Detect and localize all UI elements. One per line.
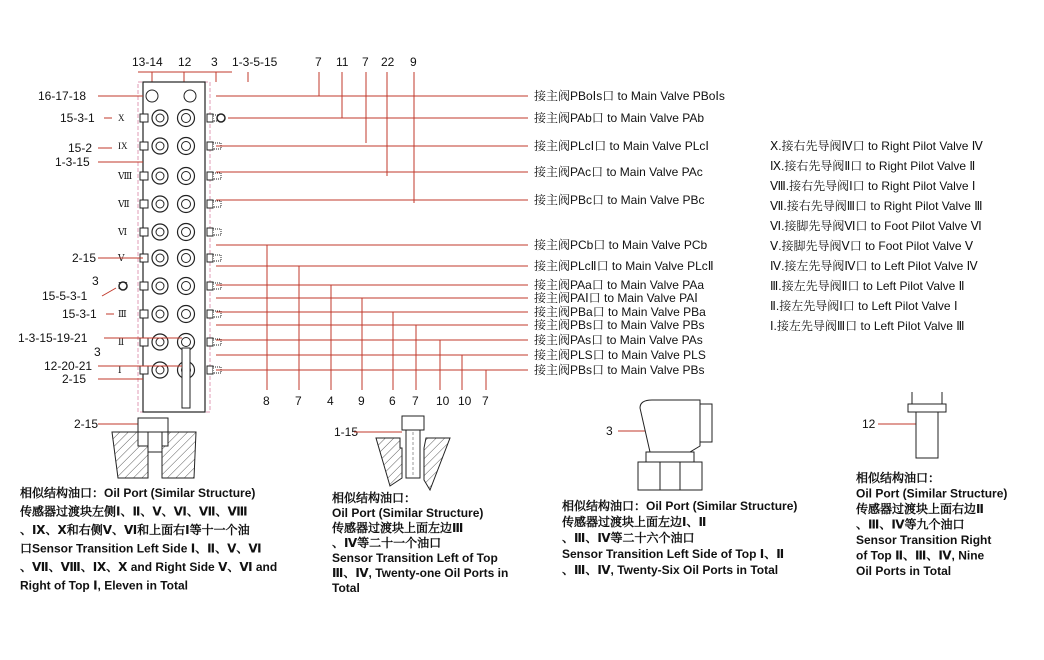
port-bore-icon <box>156 172 164 180</box>
detail-note-line: of Top Ⅱ、Ⅲ、Ⅳ, Nine <box>856 548 985 563</box>
pilot-valve-label: Ⅹ.接右先导阀Ⅳ口 to Right Pilot Valve Ⅳ <box>770 139 983 153</box>
detail-3 <box>606 400 712 490</box>
main-valve-label: 接主阀PBs口 to Main Valve PBs <box>534 363 705 377</box>
thread-icon <box>213 255 221 261</box>
port-bore-icon <box>182 254 191 263</box>
port-bore-icon <box>182 282 191 291</box>
callout-2-15b: 2-15 <box>62 372 87 386</box>
row-roman-label: Ⅲ <box>118 309 127 319</box>
left-fitting-icon <box>140 282 148 290</box>
callout-11: 11 <box>336 55 349 69</box>
left-fitting-icon <box>140 114 148 122</box>
detail-callout: 2-15 <box>74 417 99 431</box>
main-valve-label: 接主阀PAc口 to Main Valve PAc <box>534 165 703 179</box>
left-fitting-icon <box>140 142 148 150</box>
port-bore-icon <box>156 254 164 262</box>
detail-note-line: 、Ⅲ、Ⅳ, Twenty-Six Oil Ports in Total <box>562 563 779 577</box>
detail-1-15 <box>334 416 450 490</box>
main-valve-label: 接主阀PAb口 to Main Valve PAb <box>534 111 705 125</box>
callout-1-3-15: 1-3-15 <box>55 155 90 169</box>
bottom-callout-number: 10 <box>458 394 472 408</box>
callout-1-3-15-19-21: 1-3-15-19-21 <box>18 331 88 345</box>
detail-note <box>331 490 508 595</box>
port-bore-icon <box>156 366 164 374</box>
top-callouts <box>132 55 417 69</box>
pilot-valve-label: Ⅴ.接脚先导阀Ⅴ口 to Foot Pilot Valve Ⅴ <box>770 239 974 253</box>
callout-7: 7 <box>315 55 322 69</box>
port-bore-icon <box>156 228 164 236</box>
detail-note <box>561 498 797 577</box>
callout-15-3-1: 15-3-1 <box>60 111 95 125</box>
port-bore-icon <box>182 310 191 319</box>
right-fitting-icon <box>207 254 213 262</box>
thread-icon <box>213 229 221 235</box>
elbow-icon <box>217 114 225 122</box>
elbow-fitting-icon <box>640 400 700 452</box>
pilot-valve-label: Ⅸ.接右先导阀Ⅱ口 to Right Pilot Valve Ⅱ <box>770 159 976 173</box>
detail-note <box>19 485 277 593</box>
main-leaders <box>216 96 528 390</box>
right-fitting-icon <box>207 366 213 374</box>
callout-15-3-1b: 15-3-1 <box>62 307 97 321</box>
sensor-transition-block <box>138 82 210 412</box>
pilot-valve-label: Ⅷ.接右先导阀Ⅰ口 to Right Pilot Valve Ⅰ <box>770 179 976 193</box>
row-roman-label: Ⅰ <box>118 365 122 375</box>
row-roman-label: Ⅵ <box>118 227 128 237</box>
port-bore-icon <box>182 200 191 209</box>
callout-3: 3 <box>92 274 99 288</box>
port-bore-icon <box>182 172 191 181</box>
pilot-valve-label: Ⅲ.接左先导阀Ⅱ口 to Left Pilot Valve Ⅱ <box>770 279 965 293</box>
sensor-probe-icon <box>182 348 190 408</box>
detail-2-15 <box>74 417 196 478</box>
detail-callout: 3 <box>606 424 613 438</box>
row-roman-label: Ⅴ <box>118 253 125 263</box>
detail-note-line: 相似结构油口：Oil Port (Similar Structure) <box>562 499 798 513</box>
right-fitting-icon <box>207 114 213 122</box>
bottom-callout-number: 9 <box>358 394 365 408</box>
bottom-callout-number: 8 <box>263 394 270 408</box>
port-bore-icon <box>182 228 191 237</box>
callout-3: 3 <box>211 55 218 69</box>
pilot-valve-label: Ⅵ.接脚先导阀Ⅵ口 to Foot Pilot Valve Ⅵ <box>770 219 982 233</box>
main-valve-label: 接主阀PAa口 to Main Valve PAa <box>534 278 705 292</box>
port-bore-icon <box>182 142 191 151</box>
detail-note-line: Total <box>332 581 360 595</box>
callout-7b: 7 <box>362 55 369 69</box>
detail-note-line: 相似结构油口： <box>856 471 941 485</box>
bottom-callout-number: 7 <box>412 394 419 408</box>
pilot-valve-label: Ⅳ.接左先导阀Ⅳ口 to Left Pilot Valve Ⅳ <box>770 259 978 273</box>
right-fitting-icon <box>207 172 213 180</box>
port-bore-icon <box>156 114 164 122</box>
detail-note-line: 、Ⅶ、Ⅷ、Ⅸ、Ⅹ and Right Side Ⅴ、Ⅵ and <box>20 560 278 574</box>
bottom-callout-number: 4 <box>327 394 334 408</box>
detail-note-line: Sensor Transition Right <box>856 533 992 547</box>
main-valve-label: 接主阀PAs口 to Main Valve PAs <box>534 333 703 347</box>
elbow-icon <box>119 282 127 290</box>
callout-16-17-18: 16-17-18 <box>38 89 87 103</box>
callout-12-20-21: 12-20-21 <box>44 359 93 373</box>
bottom-callouts <box>263 394 489 408</box>
main-valve-label: 接主阀PBc口 to Main Valve PBc <box>534 193 705 207</box>
bottom-callout-number: 6 <box>389 394 396 408</box>
main-valve-labels <box>534 88 725 377</box>
right-fitting-icon <box>207 338 213 346</box>
port-bore-icon <box>156 200 164 208</box>
main-valve-label: 接主阀PLcⅡ口 to Main Valve PLcⅡ <box>534 259 714 273</box>
detail-note-line: 、Ⅲ、Ⅳ等二十六个油口 <box>562 531 695 545</box>
callout-22: 22 <box>381 55 395 69</box>
row-roman-label: Ⅷ <box>118 171 133 181</box>
detail-notes <box>19 470 1007 595</box>
bottom-callout-number: 10 <box>436 394 450 408</box>
row-roman-label: Ⅶ <box>118 199 130 209</box>
left-fitting-icon <box>140 366 148 374</box>
fitting-icon <box>402 416 424 430</box>
port-bore-icon <box>182 114 191 123</box>
detail-note-line: Sensor Transition Left Side of Top Ⅰ、Ⅱ <box>562 547 785 561</box>
left-callouts <box>18 89 101 386</box>
main-valve-label: 接主阀PLcⅠ口 to Main Valve PLcⅠ <box>534 139 709 153</box>
left-fitting-icon <box>140 200 148 208</box>
callout-13-14: 13-14 <box>132 55 163 69</box>
port-bore-icon <box>156 142 164 150</box>
main-valve-label: 接主阀PBa口 to Main Valve PBa <box>534 305 706 319</box>
pilot-valve-label: Ⅰ.接左先导阀Ⅲ口 to Left Pilot Valve Ⅲ <box>770 319 965 333</box>
detail-note-line: 传感器过渡块上面左边Ⅲ <box>332 521 464 535</box>
detail-note-line: Right of Top Ⅰ, Eleven in Total <box>20 578 189 593</box>
callout-12: 12 <box>178 55 192 69</box>
main-valve-label: 接主阀PLS口 to Main Valve PLS <box>534 348 706 362</box>
detail-12 <box>862 392 946 458</box>
thread-icon <box>213 173 221 179</box>
right-fitting-icon <box>207 282 213 290</box>
callout-15-5-3-1: 15-5-3-1 <box>42 289 88 303</box>
port-bore-icon <box>156 282 164 290</box>
detail-note-line: 相似结构油口：Oil Port (Similar Structure) <box>20 486 256 500</box>
detail-callout: 1-15 <box>334 425 359 439</box>
detail-note-line: Oil Port (Similar Structure) <box>332 506 484 520</box>
detail-note-line: 传感器过渡块左侧Ⅰ、Ⅱ、Ⅴ、Ⅵ、Ⅶ、Ⅷ <box>20 504 248 519</box>
detail-note-line: 、Ⅲ、Ⅳ等九个油口 <box>856 517 965 532</box>
row-roman-label: IX <box>118 141 128 151</box>
detail-note-line: 传感器过渡块上面左边Ⅰ、Ⅱ <box>562 515 707 529</box>
right-fitting-icon <box>207 310 213 318</box>
callout-1-3-5-15: 1-3-5-15 <box>232 55 278 69</box>
main-valve-label: 接主阀PAⅠ口 to Main Valve PAⅠ <box>534 291 698 305</box>
row-roman-label: X <box>118 113 125 123</box>
detail-note-line: Ⅲ、Ⅳ, Twenty-one Oil Ports in <box>332 566 509 580</box>
callout-9: 9 <box>410 55 417 69</box>
thread-icon <box>213 201 221 207</box>
right-fitting-icon <box>207 228 213 236</box>
callout-3b: 3 <box>94 345 101 359</box>
detail-note-line: 、Ⅳ等二十一个油口 <box>332 536 442 550</box>
left-fitting-icon <box>140 310 148 318</box>
detail-note-line: 口Sensor Transition Left Side Ⅰ、Ⅱ、Ⅴ、Ⅵ <box>20 541 262 556</box>
row-roman-label: Ⅱ <box>118 337 125 347</box>
bottom-callout-number: 7 <box>295 394 302 408</box>
detail-note-line: Sensor Transition Left of Top <box>332 551 498 565</box>
detail-note-line: Oil Ports in Total <box>856 564 952 578</box>
port-bore-icon <box>182 338 191 347</box>
left-fitting-icon <box>140 338 148 346</box>
port-bore-icon <box>156 310 164 318</box>
sensor-icon <box>916 412 938 458</box>
fitting-icon <box>138 418 168 432</box>
main-valve-label: 接主阀PBoⅠs口 to Main Valve PBoⅠs <box>534 89 725 103</box>
thread-icon <box>213 283 221 289</box>
bottom-callout-number: 7 <box>482 394 489 408</box>
detail-note <box>855 470 1007 578</box>
detail-note-line: 、Ⅸ、Ⅹ和右侧Ⅴ、Ⅵ和上面右Ⅰ等十一个油 <box>20 523 250 537</box>
pilot-valve-label: Ⅶ.接右先导阀Ⅲ口 to Right Pilot Valve Ⅲ <box>770 199 983 213</box>
callout-15-2: 15-2 <box>68 141 93 155</box>
callout-2-15: 2-15 <box>72 251 97 265</box>
main-valve-label: 接主阀PBs口 to Main Valve PBs <box>534 318 705 332</box>
main-valve-label: 接主阀PCb口 to Main Valve PCb <box>534 238 708 252</box>
detail-callout: 12 <box>862 417 876 431</box>
right-fitting-icon <box>207 200 213 208</box>
port-bore-icon <box>156 338 164 346</box>
left-fitting-icon <box>140 172 148 180</box>
pilot-valve-label: Ⅱ.接左先导阀Ⅰ口 to Left Pilot Valve Ⅰ <box>770 299 958 313</box>
pilot-valve-labels <box>770 138 983 333</box>
detail-note-line: Oil Port (Similar Structure) <box>856 486 1008 501</box>
detail-note-line: 传感器过渡块上面右边Ⅱ <box>856 502 984 516</box>
left-fitting-icon <box>140 228 148 236</box>
detail-note-line: 相似结构油口： <box>332 491 417 505</box>
right-fitting-icon <box>207 142 213 150</box>
